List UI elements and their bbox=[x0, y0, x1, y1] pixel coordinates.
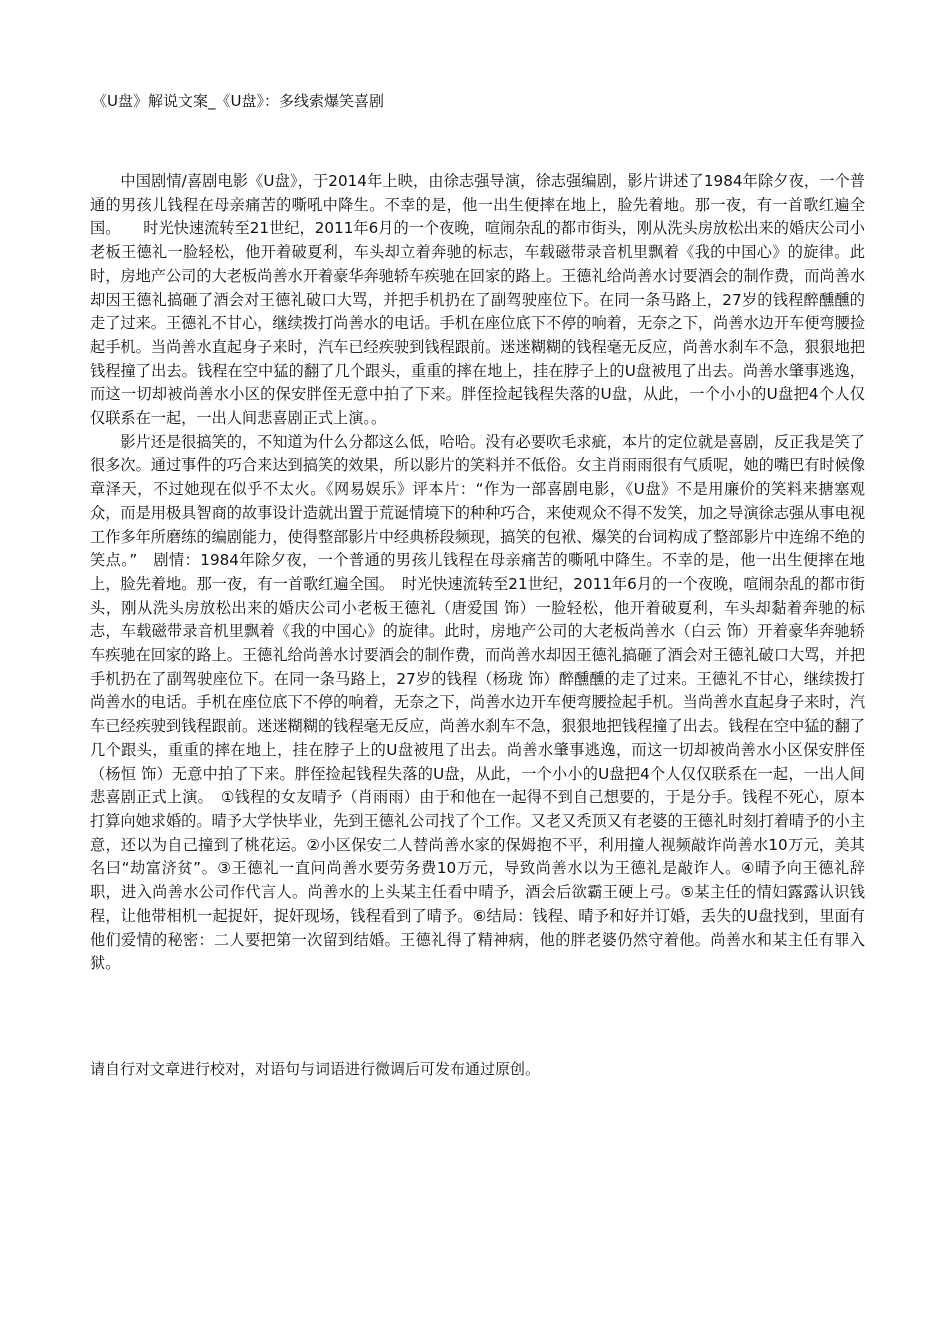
paragraph-plot-summary: 中国剧情/喜剧电影《U盘》，于2014年上映，由徐志强导演，徐志强编剧，影片讲述了1984年除夕夜，一个普通的男孩儿钱程在母亲痛苦的嘶吼中降生。不幸的是，他一出生便摔在地上，脸先着地。那一夜，有一首歌红遍全国。 时光快速流转至21世纪，2011年6月的一个夜晚，喧闹杂乱的都市街头，刚从洗头房放松出来的婚庆公司小老板王德礼一脸轻松，他开着破夏利，车头却立着奔驰的标志，车载磁带录音机里飘着《我的中国心》的旋律。此时，房地产公司的大老板尚善水开着豪华奔驰轿车疾驰在回家的路上。王德礼给尚善水讨要酒会的制作费，而尚善水却因王德礼搞砸了酒会对王德礼破口大骂，并把手机扔在了副驾驶座位下。在同一条马路上，27岁的钱程醉醺醺的走了过来。王德礼不甘心，继续拨打尚善水的电话。手机在座位底下不停的响着，无奈之下，尚善水边开车便弯腰捡起手机。当尚善水直起身子来时，汽车已经疾驶到钱程跟前。迷迷糊糊的钱程毫无反应，尚善水刹车不急，狠狠地把钱程撞了出去。钱程在空中猛的翻了几个跟头，重重的摔在地上，挂在脖子上的U盘被甩了出去。尚善水肇事逃逸，而这一切却被尚善水小区的保安胖侄无意中拍了下来。胖侄捡起钱程失落的U盘，从此，一个小小的U盘把4个人仅仅联系在一起，一出人间悲喜剧正式上演。。 bbox=[90, 172, 865, 428]
footer-note: 请自行对文章进行校对，对语句与词语进行微调后可发布通过原创。 bbox=[90, 1060, 541, 1078]
paragraph-review-and-plot: 影片还是很搞笑的，不知道为什么分都这么低，哈哈。没有必要吹毛求疵，本片的定位就是喜剧，反正我是笑了很多次。通过事件的巧合来达到搞笑的效果，所以影片的笑料并不低俗。女主肖雨雨很有气质呢，她的嘴巴有时候像章泽天，不过她现在似乎不太火。《网易娱乐》评本片：“作为一部喜剧电影，《U盘》不是用廉价的笑料来搪塞观众，而是用极具智商的故事设计造就出置于荒诞情境下的种种巧合，来使观众不得不发笑，加之导演徐志强从事电视工作多年所磨练的编剧能力，使得整部影片中经典桥段频现，搞笑的包袱、爆笑的台词构成了整部影片中连绵不绝的笑点。” 剧情：1984年除夕夜，一个普通的男孩儿钱程在母亲痛苦的嘶吼中降生。不幸的是，他一出生便摔在地上，脸先着地。那一夜，有一首歌红遍全国。 时光快速流转至21世纪，2011年6月的一个夜晚，喧闹杂乱的都市街头，刚从洗头房放松出来的婚庆公司小老板王德礼（唐爱国 饰）一脸轻松，他开着破夏利，车头却黏着奔驰的标志，车载磁带录音机里飘着《我的中国心》的旋律。此时，房地产公司的大老板尚善水（白云 饰）开着豪华奔驰轿车疾驰在回家的路上。王德礼给尚善水讨要酒会的制作费，而尚善水却因王德礼搞砸了酒会对王德礼破口大骂，并把手机扔在了副驾驶座位下。在同一条马路上，27岁的钱程（杨珑 饰）醉醺醺的走了过来。王德礼不甘心，继续拨打尚善水的电话。手机在座位底下不停的响着，无奈之下，尚善水边开车便弯腰捡起手机。当尚善水直起身子来时，汽车已经疾驶到钱程跟前。迷迷糊糊的钱程毫无反应，尚善水刹车不急，狠狠地把钱程撞了出去。钱程在空中猛的翻了几个跟头，重重的摔在地上，挂在脖子上的U盘被甩了出去。尚善水肇事逃逸，而这一切却被尚善水小区保安胖侄（杨恒 饰）无意中拍了下来。胖侄捡起钱程失落的U盘，从此，一个小小的U盘把4个人仅仅联系在一起，一出人间悲喜剧正式上演。 ①钱程的女友晴予（肖雨雨）由于和他在一起得不到自己想要的，于是分手。钱程不死心，原本打算向她求婚的。晴予大学快毕业，先到王德礼公司找了个工作。又老又秃顶又有老婆的王德礼时刻打着晴予的小主意，还以为自己撞到了桃花运。②小区保安二人替尚善水家的保姆抱不平，利用撞人视频敲诈尚善水10万元，美其名曰“劫富济贫”。③王德礼一直问尚善水要劳务费10万元，导致尚善水以为王德礼是敲诈人。④晴予向王德礼辞职，进入尚善水公司作代言人。尚善水的上头某主任看中晴予，酒会后欲霸王硬上弓。⑤某主任的情妇露露认识钱程，让他带相机一起捉奸，捉奸现场，钱程看到了晴予。⑥结局：钱程、晴予和好并订婚，丢失的U盘找到，里面有他们爱情的秘密：二人要把第一次留到结婚。王德礼得了精神病，他的胖老婆仍然守着他。尚善水和某主任有罪入狱。 bbox=[90, 432, 865, 973]
document-body bbox=[90, 170, 865, 976]
document-title: 《U盘》解说文案_《U盘》：多线索爆笑喜剧 bbox=[92, 92, 384, 110]
